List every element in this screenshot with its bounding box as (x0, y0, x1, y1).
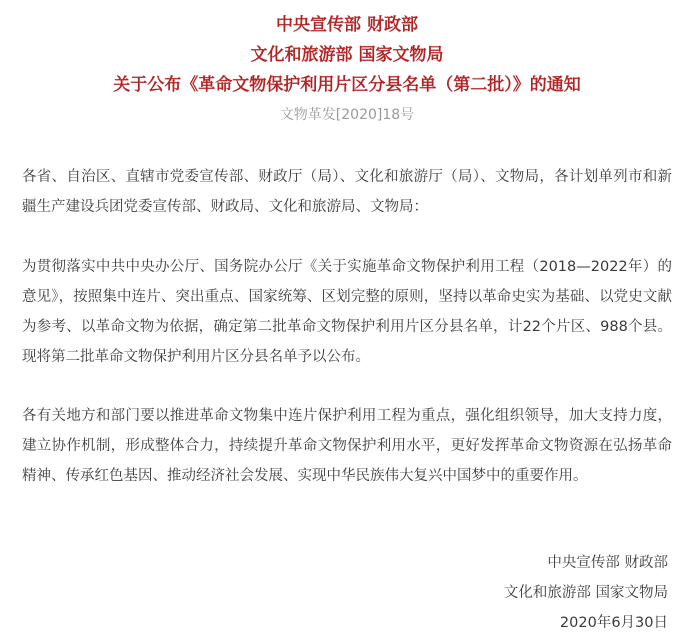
signature-issuers-line-2: 文化和旅游部 国家文物局 (503, 585, 668, 601)
signature-date: 2020年6月30日 (559, 615, 668, 631)
signature-block (504, 548, 668, 638)
header-issuers-line-2: 文化和旅游部 国家文物局 (250, 45, 444, 65)
header-issuers-line-1: 中央宣传部 财政部 (276, 15, 418, 35)
notice-header (0, 10, 694, 100)
addressee-paragraph: 各省、自治区、直辖市党委宣传部、财政厅（局）、文化和旅游厅（局）、文物局，各计划单列市和新疆生产建设兵团党委宣传部、财政局、文化和旅游局、文物局： (22, 169, 672, 215)
document-number: 文物革发[2020]18号 (279, 107, 415, 123)
body-paragraph-2: 各有关地方和部门要以推进革命文物集中连片保护利用工程为重点，强化组织领导，加大支持力度，建立协作机制，形成整体合力，持续提升革命文物保护利用水平，更好发挥革命文物资源在弘扬革命精神、传承红色基因、推动经济社会发展、实现中华民族伟大复兴中国梦中的重要作用。 (22, 408, 672, 484)
body-paragraph-1: 为贯彻落实中共中央办公厅、国务院办公厅《关于实施革命文物保护利用工程（2018—2022年）的意见》，按照集中连片、突出重点、国家统筹、区划完整的原则，坚持以革命史实为基础、以党史文献为参考、以革命文物为依据，确定第二批革命文物保护利用片区分县名单，计22个片区、988个县。现将第二批革命文物保护利用片区分县名单予以公布。 (22, 259, 672, 365)
signature-issuers-line-1: 中央宣传部 财政部 (547, 555, 668, 571)
notice-title: 关于公布《革命文物保护利用片区分县名单（第二批）》的通知 (113, 75, 581, 95)
